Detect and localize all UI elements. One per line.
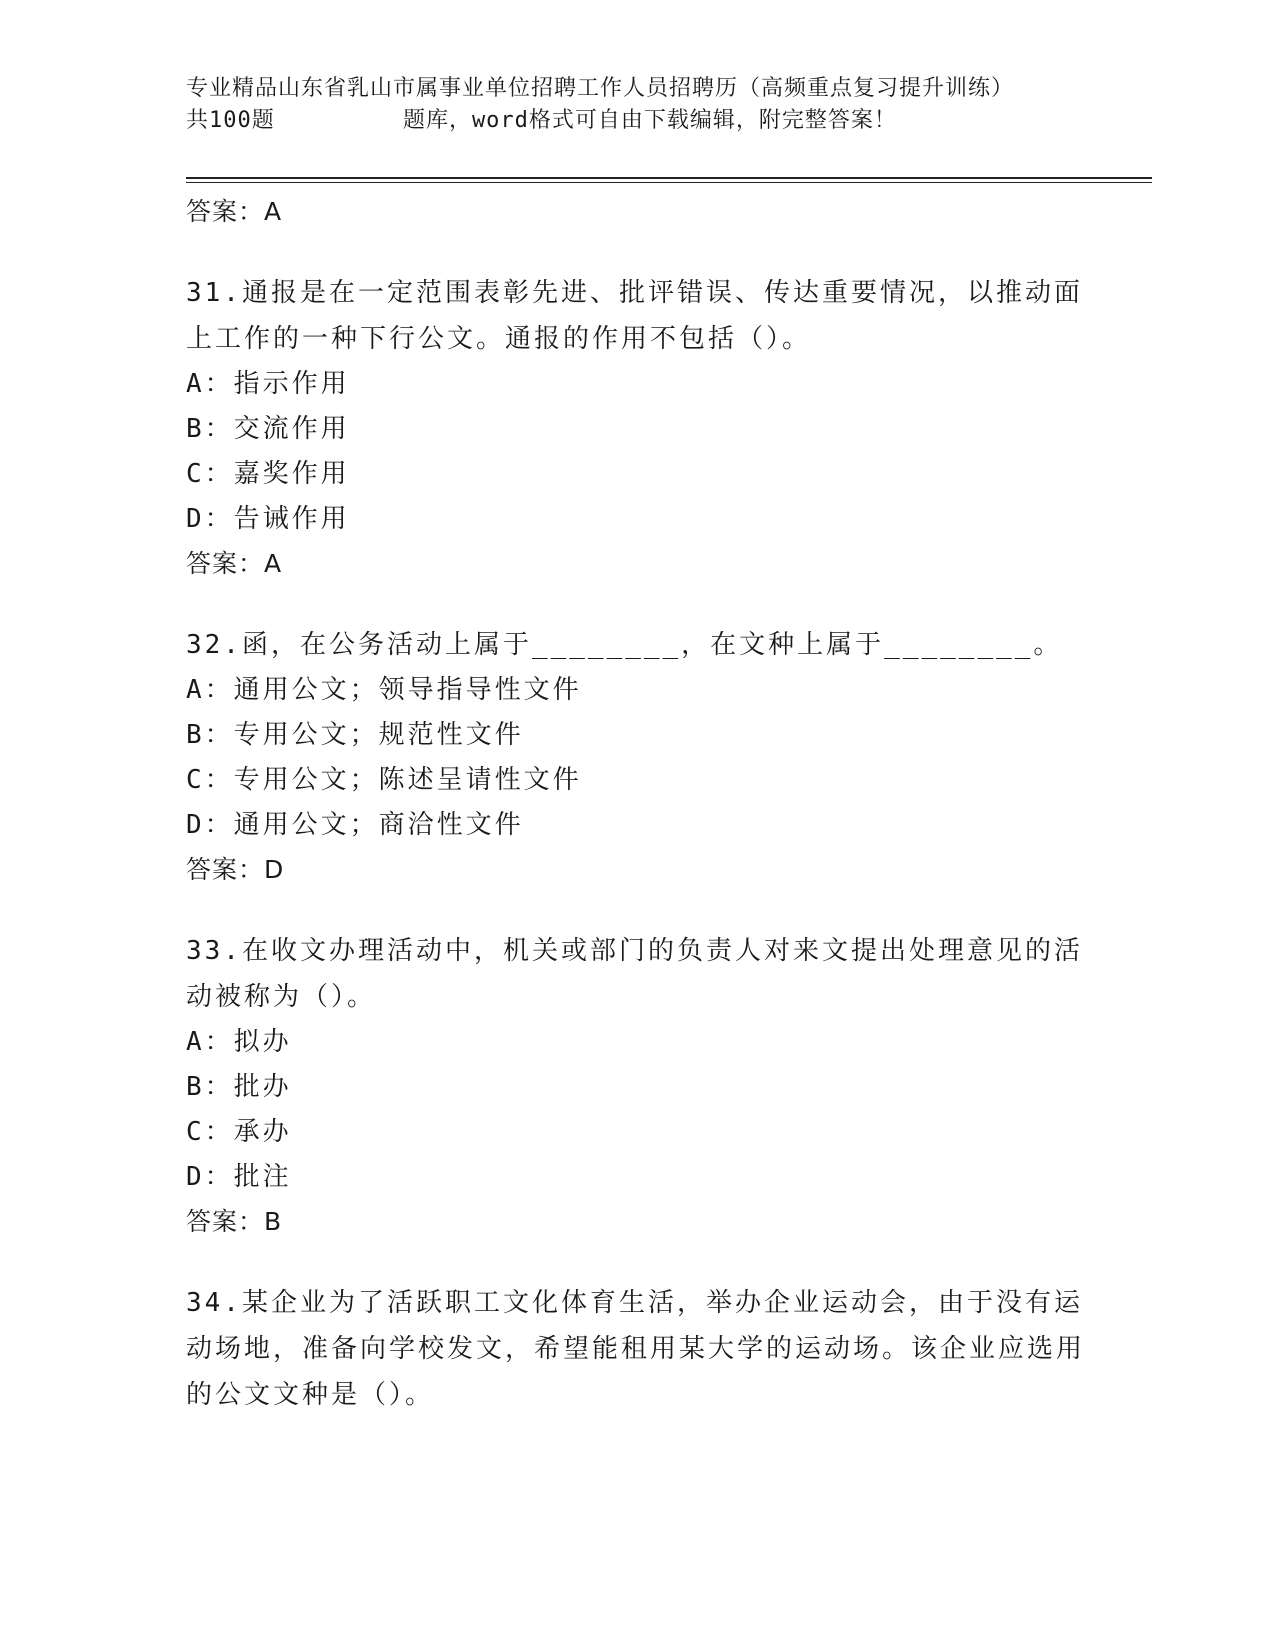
option-c: C：承办 [186, 1117, 292, 1147]
option-b: B：专用公文；规范性文件 [186, 720, 524, 750]
option-c: C：专用公文；陈述呈请性文件 [186, 765, 582, 795]
option-a: A：通用公文；领导指导性文件 [186, 675, 582, 705]
question-33 [186, 928, 1086, 1244]
option-a: A：指示作用 [186, 369, 350, 399]
header-divider-thin [186, 182, 1152, 183]
option-a: A：拟办 [186, 1027, 292, 1057]
option-b: B：批办 [186, 1072, 292, 1102]
question-31 [186, 270, 1086, 586]
page-header [186, 73, 1086, 137]
question-32 [186, 622, 1086, 892]
option-d: D：告诫作用 [186, 504, 350, 534]
question-text: 33.在收文办理活动中，机关或部门的负责人对来文提出处理意见的活动被称为（）。 [186, 936, 1083, 1012]
option-b: B：交流作用 [186, 414, 350, 444]
answer-line: 答案：A [186, 197, 283, 226]
option-d: D：批注 [186, 1162, 292, 1192]
answer-line: 答案：B [186, 1207, 283, 1236]
header-title-line1: 专业精品山东省乳山市属事业单位招聘工作人员招聘历（高频重点复习提升训练） [186, 76, 1015, 101]
document-body [186, 190, 1086, 1418]
question-text: 34.某企业为了活跃职工文化体育生活，举办企业运动会，由于没有运动场地，准备向学校发文，希望能租用某大学的运动场。该企业应选用的公文文种是（）。 [186, 1288, 1086, 1410]
answer-line: 答案：A [186, 549, 283, 578]
option-c: C：嘉奖作用 [186, 459, 350, 489]
answer-line: 答案：D [186, 855, 285, 884]
question-text: 31.通报是在一定范围表彰先进、批评错误、传达重要情况，以推动面上工作的一种下行公文。通报的作用不包括（）。 [186, 278, 1083, 354]
header-title-line2: 共100题 题库，word格式可自由下载编辑，附完整答案！ [186, 108, 897, 133]
question-text: 32.函，在公务活动上属于________，在文种上属于________。 [186, 630, 1063, 660]
question-34 [186, 1280, 1086, 1418]
header-divider-thick [186, 177, 1152, 179]
option-d: D：通用公文；商洽性文件 [186, 810, 524, 840]
